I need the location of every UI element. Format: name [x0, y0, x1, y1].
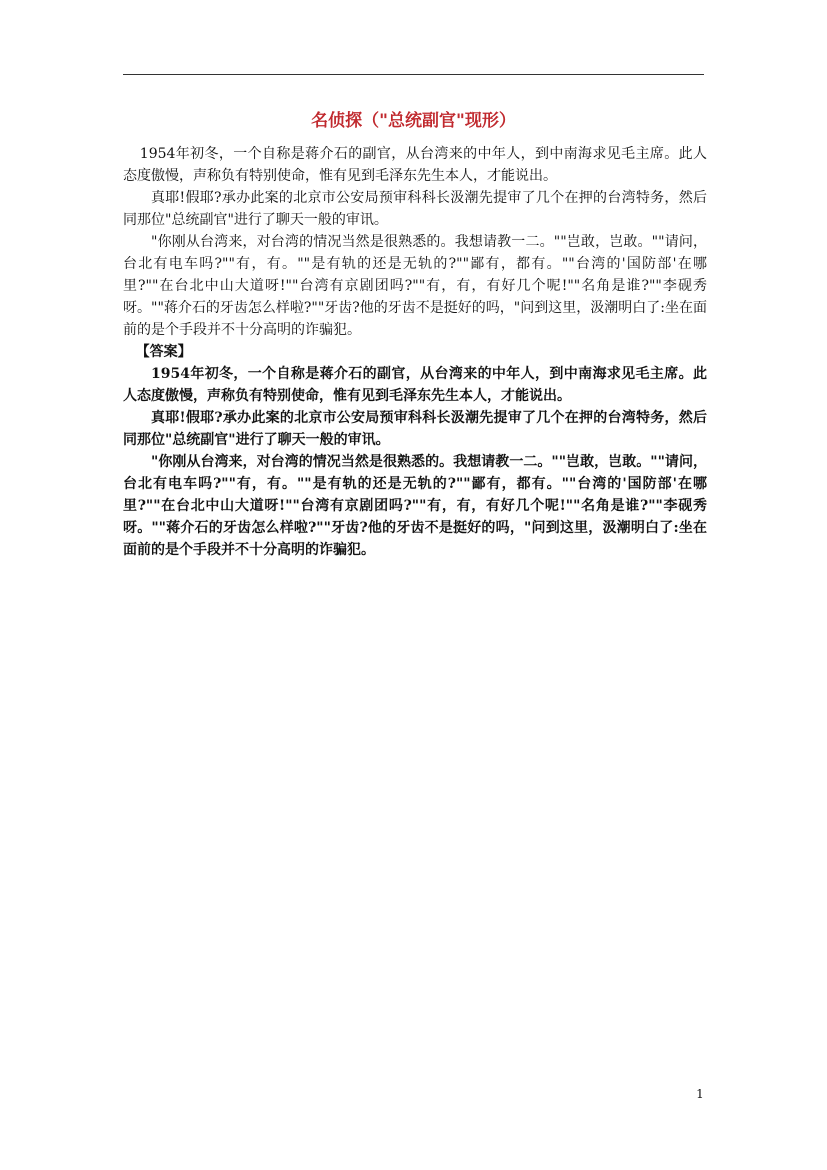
answer-section	[123, 363, 707, 561]
document-title: 名侦探（"总统副官"现形）	[311, 111, 516, 131]
question-paragraph-3: "你刚从台湾来，对台湾的情况当然是很熟悉的。我想请教一二。""岂敢，岂敢。""请问，台北有电车吗?""有，有。""是有轨的还是无轨的?""鄙有，都有。""台湾的'国防部'在哪里?""在台北中山大道呀!""台湾有京剧团吗?""有，有，有好几个呢!""名角是谁?""李砚秀呀。""蒋介石的牙齿怎么样啦?""牙齿?他的牙齿不是挺好的吗，"问到这里，汲潮明白了:坐在面前的是个手段并不十分高明的诈骗犯。	[123, 234, 707, 338]
question-paragraph-2: 真耶!假耶?承办此案的北京市公安局预审科科长汲潮先提审了几个在押的台湾特务，然后同那位"总统副官"进行了聊天一般的审讯。	[123, 190, 707, 228]
header-rule	[123, 74, 704, 75]
answer-paragraph-1: 1954年初冬，一个自称是蒋介石的副官，从台湾来的中年人，到中南海求见毛主席。此人态度傲慢，声称负有特别使命，惟有见到毛泽东先生本人，才能说出。	[123, 366, 707, 404]
answer-label: 【答案】	[135, 344, 192, 360]
document-body	[123, 143, 707, 561]
answer-paragraph-3: "你刚从台湾来，对台湾的情况当然是很熟悉的。我想请教一二。""岂敢，岂敢。""请问，台北有电车吗?""有，有。""是有轨的还是无轨的?""鄙有，都有。""台湾的'国防部'在哪里?""在台北中山大道呀!""台湾有京剧团吗?""有，有，有好几个呢!""名角是谁?""李砚秀呀。""蒋介石的牙齿怎么样啦?""牙齿?他的牙齿不是挺好的吗，"问到这里，汲潮明白了:坐在面前的是个手段并不十分高明的诈骗犯。	[123, 454, 707, 558]
answer-paragraph-2: 真耶!假耶?承办此案的北京市公安局预审科科长汲潮先提审了几个在押的台湾特务，然后同那位"总统副官"进行了聊天一般的审讯。	[123, 410, 707, 448]
page-number: 1	[696, 1087, 704, 1101]
question-paragraph-1: 1954年初冬，一个自称是蒋介石的副官，从台湾来的中年人，到中南海求见毛主席。此人态度傲慢，声称负有特别使命，惟有见到毛泽东先生本人，才能说出。	[123, 146, 707, 184]
question-section	[123, 143, 707, 341]
